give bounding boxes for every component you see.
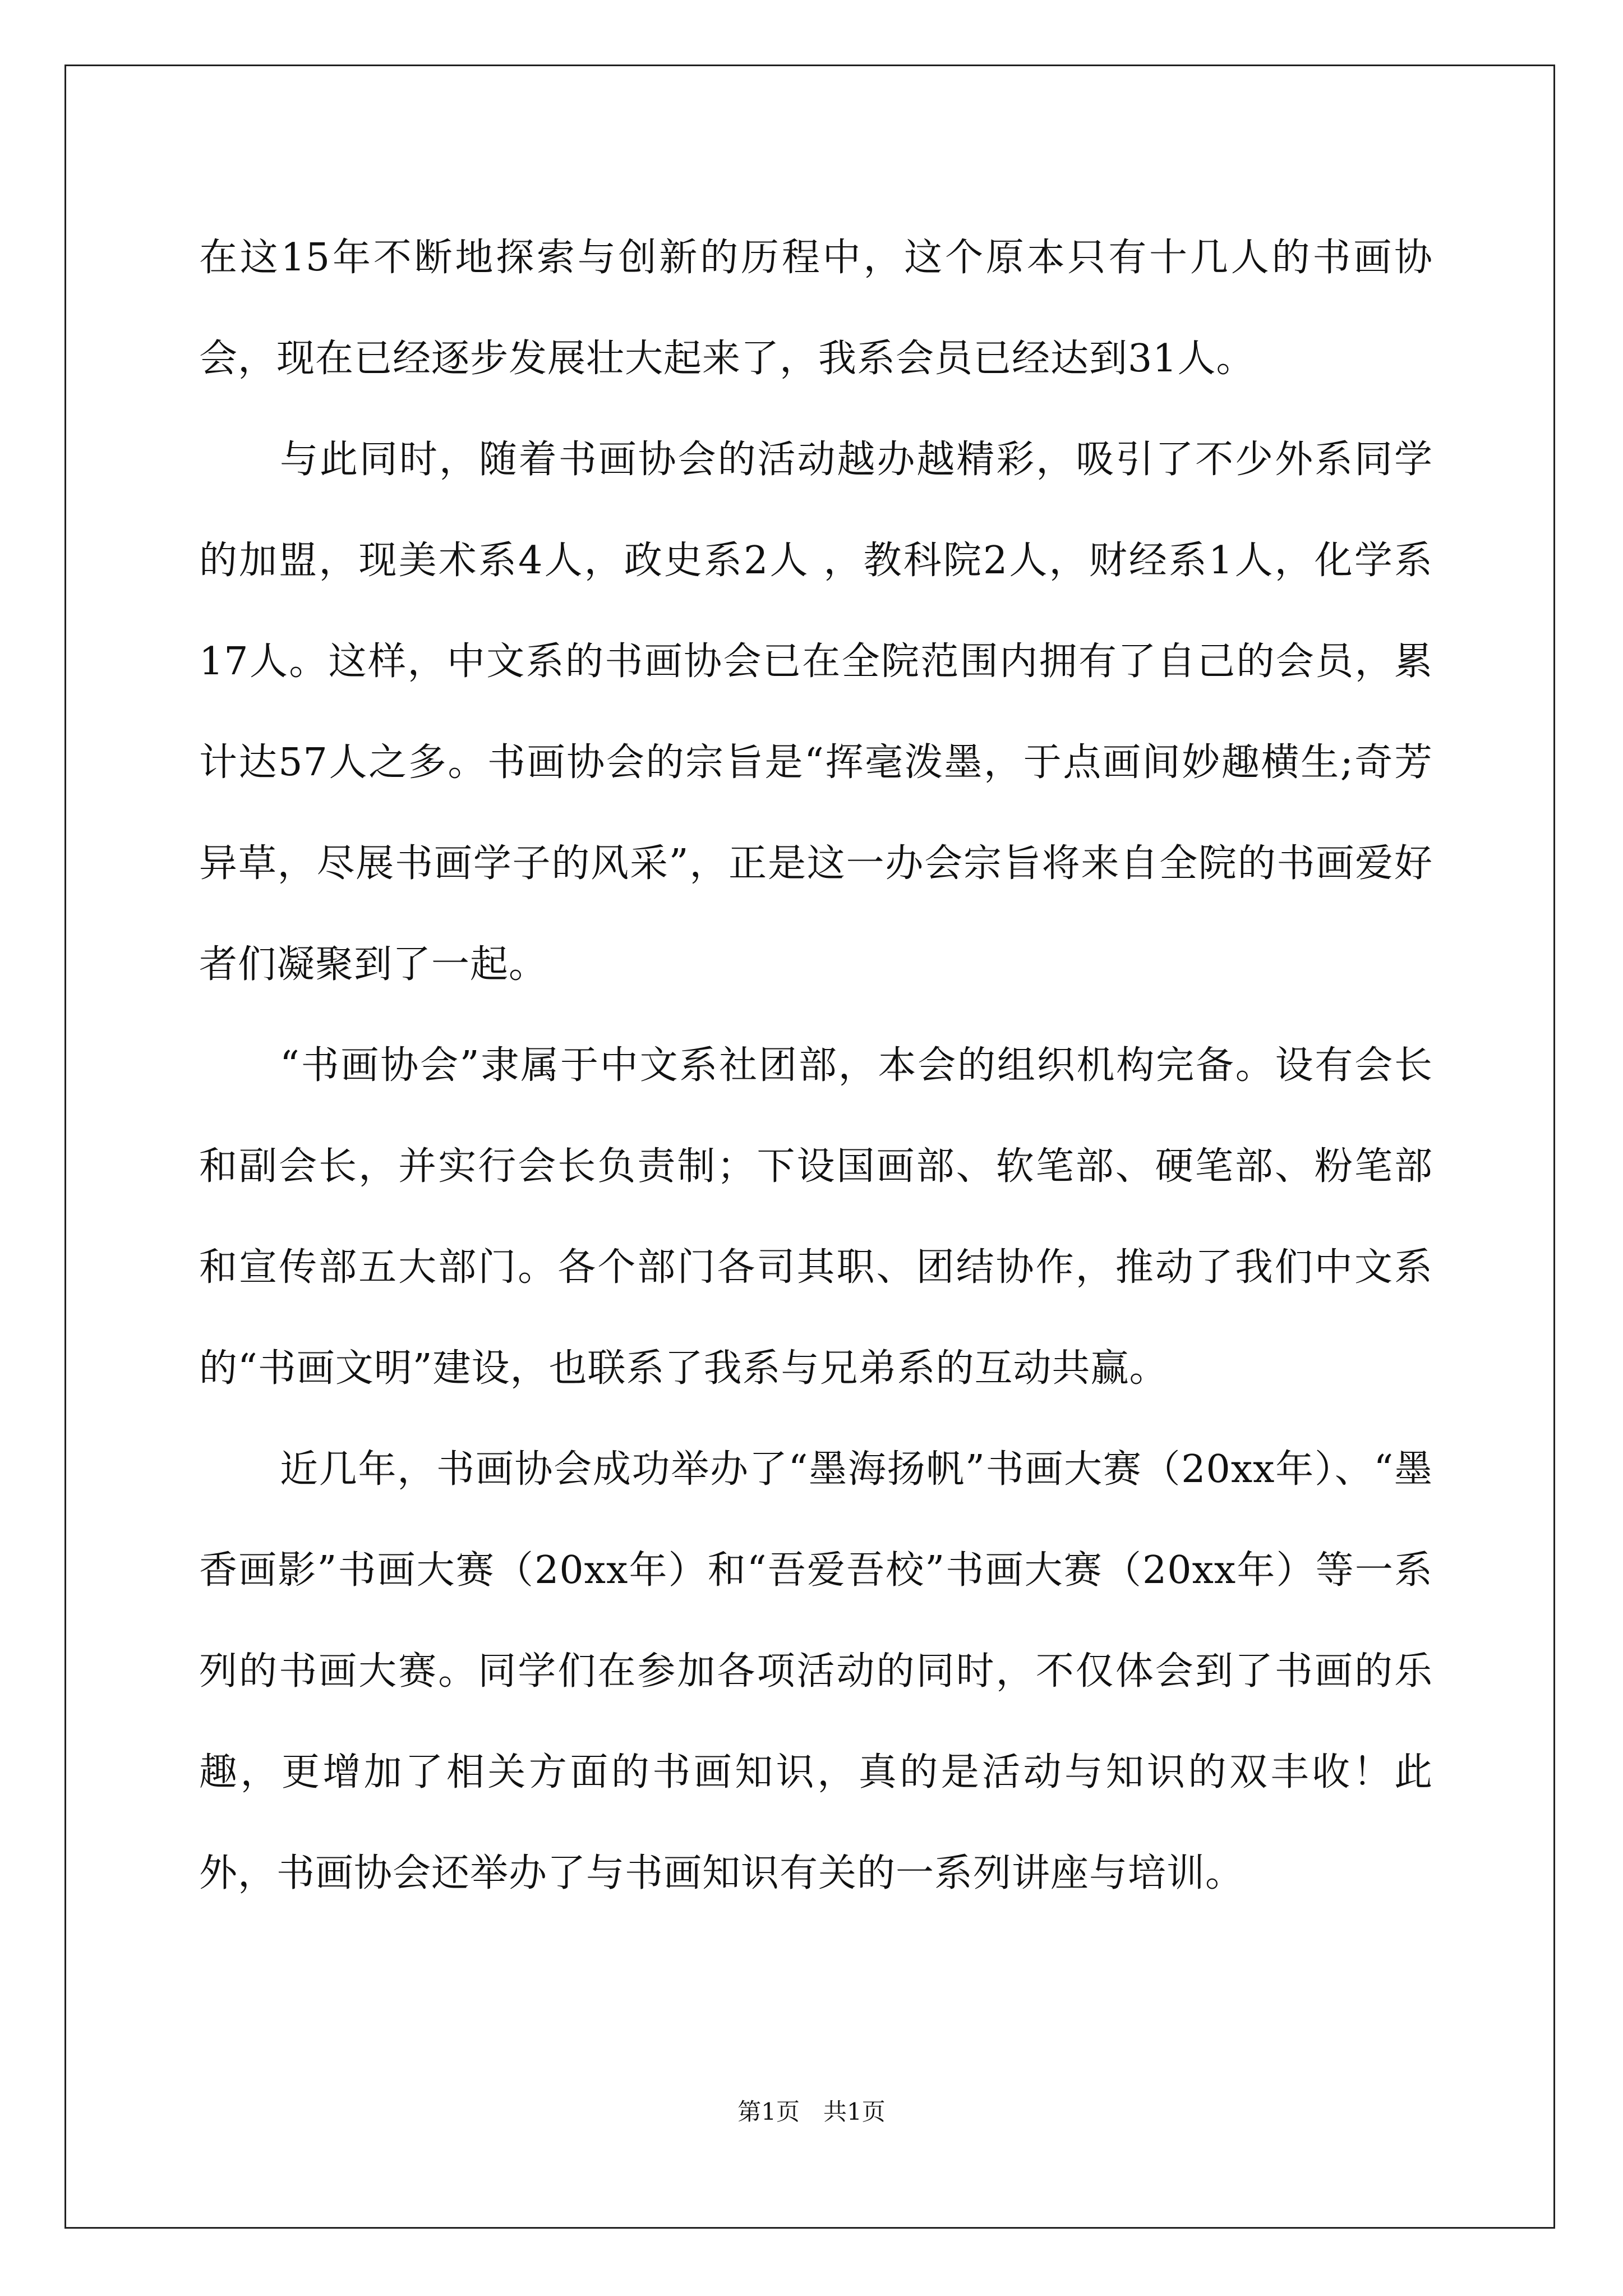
paragraph-1: 在这15年不断地探索与创新的历程中，这个原本只有十几人的书画协会，现在已经逐步发展壮大起来了，我系会员已经达到31人。 xyxy=(199,236,1433,381)
page-footer: 第1页 共1页 xyxy=(737,2098,886,2125)
paragraph-2: 与此同时，随着书画协会的活动越办越精彩，吸引了不少外系同学的加盟，现美术系4人，政史系2人 ，教科院2人，财经系1人，化学系17人。这样，中文系的书画协会已在全院范围内拥有了自己的会员，累计达57人之多。书画协会的宗旨是“挥毫泼墨，于点画间妙趣横生;奇芳异草，尽展书画学子的风采”，正是这一办会宗旨将来自全院的书画爱好者们凝聚到了一起。 xyxy=(199,438,1433,987)
paragraph-4: 近几年，书画协会成功举办了“墨海扬帆”书画大赛（20xx年）、“墨香画影”书画大赛（20xx年）和“吾爱吾校”书画大赛（20xx年）等一系列的书画大赛。同学们在参加各项活动的同时，不仅体会到了书画的乐趣，更增加了相关方面的书画知识，真的是活动与知识的双丰收！此外，书画协会还举办了与书画知识有关的一系列讲座与培训。 xyxy=(199,1447,1433,1895)
paragraph-3: “书画协会”隶属于中文系社团部，本会的组织机构完备。设有会长和副会长，并实行会长负责制；下设国画部、软笔部、硬笔部、粉笔部和宣传部五大部门。各个部门各司其职、团结协作，推动了我们中文系的“书画文明”建设，也联系了我系与兄弟系的互动共赢。 xyxy=(199,1043,1433,1391)
document-body xyxy=(199,208,1433,1924)
